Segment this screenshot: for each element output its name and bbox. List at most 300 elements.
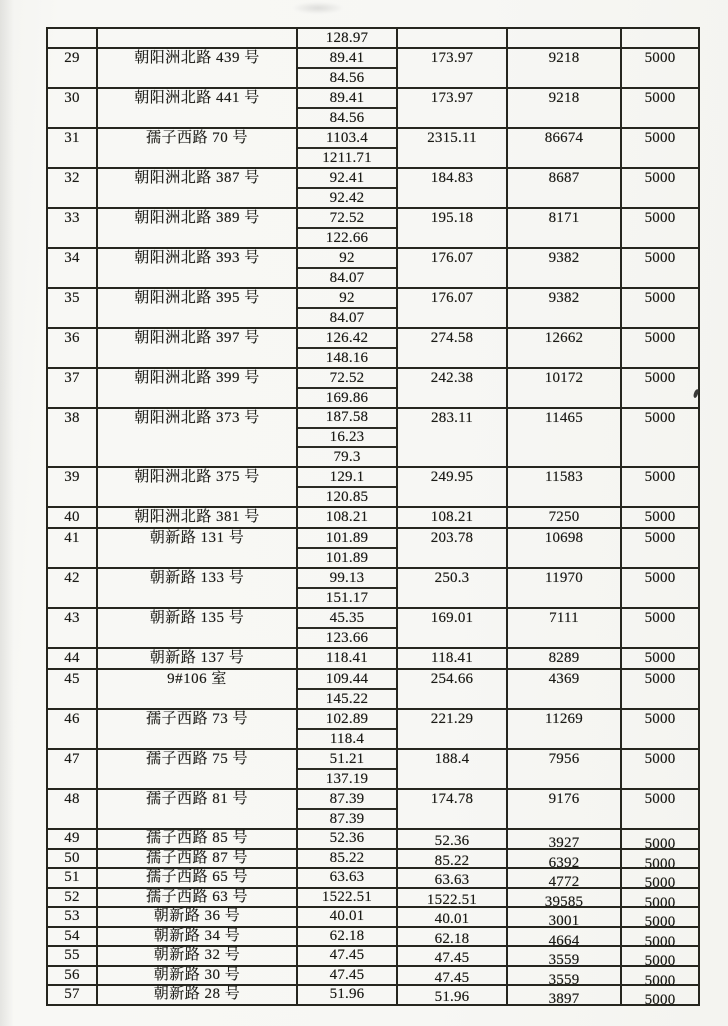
sub-area-value: 45.35: [298, 609, 396, 629]
total-area-text: 188.4: [434, 751, 470, 767]
cell-address: [98, 169, 298, 207]
amount-text: 9218: [548, 50, 580, 66]
cell-total-area: [398, 967, 508, 985]
sub-area-value: 51.96: [329, 986, 365, 1003]
amount-text: 86674: [544, 130, 584, 146]
cell-total-area: [398, 49, 508, 87]
table-row: [48, 529, 698, 569]
amount-text: 9382: [548, 290, 580, 306]
deposit-text: 5000: [644, 210, 676, 226]
amount-text: 4772: [548, 874, 580, 891]
cell-sub-areas: [298, 609, 398, 647]
sub-area-value: 87.39: [298, 790, 396, 810]
sub-area-value: 84.07: [329, 309, 365, 326]
row-number-text: 57: [64, 986, 80, 1003]
deposit-text: 5000: [644, 855, 676, 872]
cell-amount: [508, 468, 622, 506]
table-row: [48, 49, 698, 89]
total-area-text: 173.97: [430, 50, 474, 66]
sub-area-value: 137.19: [325, 770, 369, 787]
cell-address: [98, 289, 298, 327]
cell-total-area: [398, 790, 508, 828]
address-text: 孺子西路 63 号: [145, 888, 248, 905]
cell-deposit: [622, 750, 698, 788]
deposit-text: 5000: [644, 290, 676, 306]
row-number-text: 55: [64, 947, 80, 964]
deposit-text: 5000: [644, 370, 676, 386]
sub-area-value: 79.3: [333, 448, 361, 465]
cell-total-area: [398, 169, 508, 207]
cell-row-number: [48, 710, 98, 748]
cell-row-number: [48, 209, 98, 247]
amount-text: [508, 29, 620, 47]
cell-total-area: [398, 710, 508, 748]
address-text: 朝新路 135 号: [149, 610, 245, 626]
cell-deposit: [622, 670, 698, 708]
cell-row-number: [48, 89, 98, 127]
cell-sub-areas: [298, 129, 398, 167]
cell-sub-areas: [298, 29, 398, 47]
cell-sub-areas: [298, 750, 398, 788]
amount-text: 3559: [548, 952, 580, 969]
address-text: 朝新路 34 号: [153, 927, 241, 944]
cell-amount: [508, 790, 622, 828]
deposit-text: 5000: [644, 130, 676, 146]
cell-address: [98, 750, 298, 788]
sub-area-value: 62.18: [329, 927, 365, 944]
cell-address: [98, 508, 298, 527]
total-area-text: 40.01: [434, 911, 470, 928]
deposit-text: 5000: [644, 570, 676, 586]
amount-text: 11269: [545, 711, 583, 727]
cell-amount: [508, 249, 622, 287]
row-number-text: 49: [64, 830, 80, 847]
amount-text: 9176: [548, 791, 580, 807]
sub-area-value: 92: [298, 289, 396, 309]
cell-address: [98, 830, 298, 848]
address-text: 朝阳洲北路 387 号: [134, 170, 260, 186]
cell-row-number: [48, 129, 98, 167]
cell-row-number: [48, 29, 98, 47]
cell-address: [98, 89, 298, 127]
cell-total-area: [398, 209, 508, 247]
cell-address: [98, 889, 298, 907]
sub-area-value: 120.85: [325, 488, 369, 505]
row-number-text: 43: [64, 610, 80, 626]
total-area-text: 176.07: [430, 290, 474, 306]
amount-text: 3927: [548, 835, 580, 852]
address-text: 朝新路 131 号: [149, 530, 245, 546]
cell-amount: [508, 289, 622, 327]
cell-total-area: [398, 986, 508, 1004]
address-text: 朝阳洲北路 375 号: [134, 469, 260, 485]
address-text: 朝新路 36 号: [153, 908, 241, 925]
row-number-text: 53: [64, 908, 80, 925]
deposit-text: 5000: [644, 330, 676, 346]
total-area-text: 118.41: [431, 650, 473, 666]
sub-area-value: 47.45: [329, 966, 365, 983]
cell-address: [98, 670, 298, 708]
total-area-text: 176.07: [430, 250, 474, 266]
address-text: 朝新路 32 号: [153, 947, 241, 964]
cell-address: [98, 649, 298, 668]
sub-area-value: 16.23: [298, 429, 396, 449]
cell-sub-areas: [298, 928, 398, 946]
cell-amount: [508, 710, 622, 748]
cell-total-area: [398, 249, 508, 287]
cell-sub-areas: [298, 89, 398, 127]
deposit-text: 5000: [644, 972, 676, 989]
cell-deposit: [622, 569, 698, 607]
row-number-text: 48: [64, 791, 80, 807]
address-text: 孺子西路 87 号: [145, 849, 248, 866]
row-number-text: 39: [64, 469, 80, 485]
cell-deposit: [622, 89, 698, 127]
row-number-text: 38: [64, 410, 80, 426]
sub-area-value: 84.07: [329, 269, 365, 286]
cell-row-number: [48, 249, 98, 287]
row-number-text: 31: [64, 130, 80, 146]
sub-area-value: 84.56: [329, 69, 365, 86]
row-number-text: 56: [64, 966, 80, 983]
cell-address: [98, 869, 298, 887]
row-number-text: 52: [64, 888, 80, 905]
scan-smudge-artifact: [292, 2, 344, 14]
table-row: [48, 129, 698, 169]
cell-total-area: [398, 850, 508, 868]
cell-amount: [508, 750, 622, 788]
cell-total-area: [398, 609, 508, 647]
deposit-text: 5000: [644, 610, 676, 626]
sub-area-value: 92.41: [298, 169, 396, 189]
cell-address: [98, 369, 298, 407]
address-text: 朝阳洲北路 381 号: [134, 509, 260, 525]
cell-amount: [508, 830, 622, 852]
total-area-text: 47.45: [434, 950, 470, 967]
row-number-text: 54: [64, 927, 80, 944]
cell-total-area: [398, 569, 508, 607]
cell-row-number: [48, 928, 98, 946]
cell-row-number: [48, 369, 98, 407]
total-area-text: 254.66: [430, 671, 474, 687]
cell-sub-areas: [298, 369, 398, 407]
cell-amount: [508, 329, 622, 367]
cell-address: [98, 908, 298, 926]
sub-area-value: 47.45: [329, 947, 365, 964]
cell-sub-areas: [298, 49, 398, 87]
table-row: [48, 649, 698, 670]
sub-area-value: 1522.51: [321, 888, 373, 905]
cell-sub-areas: [298, 289, 398, 327]
address-text: 孺子西路 81 号: [145, 791, 248, 807]
total-area-text: 52.36: [434, 833, 470, 850]
address-text: 孺子西路 73 号: [145, 711, 248, 727]
amount-text: 39585: [544, 893, 584, 910]
total-area-text: [398, 29, 506, 47]
sub-area-value: 72.52: [298, 209, 396, 229]
amount-text: 3001: [548, 913, 580, 930]
deposit-text: 5000: [644, 671, 676, 687]
deposit-text: 5000: [644, 90, 676, 106]
cell-row-number: [48, 889, 98, 907]
address-text: 朝阳洲北路 397 号: [134, 330, 260, 346]
cell-total-area: [398, 928, 508, 946]
total-area-text: 63.63: [434, 872, 470, 889]
table-row: [48, 29, 698, 49]
cell-row-number: [48, 169, 98, 207]
cell-amount: [508, 649, 622, 668]
sub-area-value: 129.1: [298, 468, 396, 488]
address-text: 朝新路 28 号: [153, 986, 241, 1003]
row-number-text: 32: [64, 170, 80, 186]
cell-row-number: [48, 670, 98, 708]
total-area-text: 283.11: [431, 410, 473, 426]
cell-row-number: [48, 908, 98, 926]
total-area-text: 1522.51: [426, 891, 478, 908]
cell-address: [98, 329, 298, 367]
cell-address: [98, 790, 298, 828]
cell-address: [98, 947, 298, 965]
deposit-text: 5000: [644, 530, 676, 546]
total-area-text: 169.01: [430, 610, 474, 626]
sub-area-value: 84.56: [329, 109, 365, 126]
address-text: 孺子西路 85 号: [145, 830, 248, 847]
cell-sub-areas: [298, 649, 398, 668]
deposit-text: 5000: [644, 836, 676, 853]
cell-amount: [508, 209, 622, 247]
table-row: [48, 369, 698, 409]
cell-amount: [508, 369, 622, 407]
cell-total-area: [398, 129, 508, 167]
cell-row-number: [48, 468, 98, 506]
sub-area-value: 1211.71: [322, 149, 372, 166]
total-area-text: 173.97: [430, 90, 474, 106]
cell-sub-areas: [298, 468, 398, 506]
cell-sub-areas: [298, 850, 398, 868]
row-number-text: 29: [64, 50, 80, 66]
cell-sub-areas: [298, 249, 398, 287]
cell-amount: [508, 129, 622, 167]
cell-sub-areas: [298, 947, 398, 965]
cell-row-number: [48, 790, 98, 828]
amount-text: 3559: [548, 971, 580, 988]
cell-total-area: [398, 329, 508, 367]
table-row: [48, 329, 698, 369]
address-text: 朝阳洲北路 389 号: [134, 210, 260, 226]
cell-deposit: [622, 710, 698, 748]
deposit-text: 5000: [644, 250, 676, 266]
table-row: [48, 468, 698, 508]
cell-address: [98, 209, 298, 247]
cell-address: [98, 986, 298, 1004]
sub-area-value: 85.22: [329, 849, 365, 866]
cell-address: [98, 49, 298, 87]
cell-deposit: [622, 249, 698, 287]
data-table: [46, 27, 700, 1009]
address-text: 孺子西路 70 号: [145, 130, 248, 146]
sub-area-value: 145.22: [325, 690, 369, 707]
address-text: [98, 29, 296, 47]
total-area-text: 274.58: [430, 330, 474, 346]
cell-total-area: [398, 369, 508, 407]
amount-text: 9382: [548, 250, 580, 266]
total-area-text: 2315.11: [427, 130, 477, 146]
cell-row-number: [48, 947, 98, 965]
table-row: [48, 289, 698, 329]
deposit-text: 5000: [644, 953, 676, 970]
amount-text: 10172: [544, 370, 584, 386]
cell-total-area: [398, 908, 508, 926]
total-area-text: 221.29: [430, 711, 474, 727]
cell-address: [98, 850, 298, 868]
cell-amount: [508, 529, 622, 567]
amount-text: 6392: [548, 854, 580, 871]
cell-row-number: [48, 986, 98, 1004]
cell-sub-areas: [298, 169, 398, 207]
address-text: 朝新路 30 号: [153, 966, 241, 983]
deposit-text: 5000: [644, 509, 676, 525]
cell-amount: [508, 569, 622, 607]
address-text: 朝阳洲北路 439 号: [134, 50, 260, 66]
cell-amount: [508, 89, 622, 127]
sub-area-value: 40.01: [329, 908, 365, 925]
cell-row-number: [48, 830, 98, 848]
cell-total-area: [398, 750, 508, 788]
cell-sub-areas: [298, 830, 398, 848]
sub-area-value: 118.4: [329, 730, 365, 747]
cell-address: [98, 409, 298, 466]
cell-row-number: [48, 329, 98, 367]
cell-deposit: [622, 508, 698, 527]
cell-address: [98, 249, 298, 287]
sub-area-value: 51.21: [298, 750, 396, 770]
sub-area-value: 63.63: [329, 869, 365, 886]
row-number-text: 50: [64, 849, 80, 866]
row-number-text: 51: [64, 869, 80, 886]
table-row: [48, 609, 698, 649]
cell-row-number: [48, 569, 98, 607]
total-area-text: 108.21: [430, 509, 474, 525]
row-number-text: 45: [64, 671, 80, 687]
cell-total-area: [398, 670, 508, 708]
cell-deposit: [622, 529, 698, 567]
cell-address: [98, 529, 298, 567]
sub-area-value: 123.66: [325, 629, 369, 646]
cell-row-number: [48, 49, 98, 87]
cell-sub-areas: [298, 986, 398, 1004]
amount-text: 11465: [545, 410, 583, 426]
table-row: [48, 249, 698, 289]
cell-deposit: [622, 169, 698, 207]
total-area-text: 250.3: [434, 570, 470, 586]
address-text: 孺子西路 75 号: [145, 751, 248, 767]
sub-area-value: 169.86: [325, 389, 369, 406]
cell-sub-areas: [298, 869, 398, 887]
table-row: [48, 169, 698, 209]
row-number-text: 47: [64, 751, 80, 767]
address-text: 朝阳洲北路 399 号: [134, 370, 260, 386]
cell-row-number: [48, 869, 98, 887]
deposit-text: 5000: [644, 711, 676, 727]
cell-sub-areas: [298, 569, 398, 607]
cell-sub-areas: [298, 908, 398, 926]
deposit-text: 5000: [644, 650, 676, 666]
cell-row-number: [48, 609, 98, 647]
cell-deposit: [622, 369, 698, 407]
table-row: [48, 830, 698, 853]
cell-sub-areas: [298, 529, 398, 567]
address-text: 朝阳洲北路 395 号: [134, 290, 260, 306]
deposit-text: 5000: [644, 791, 676, 807]
cell-sub-areas: [298, 710, 398, 748]
sub-area-value: 99.13: [298, 569, 396, 589]
cell-amount: [508, 49, 622, 87]
cell-sub-areas: [298, 889, 398, 907]
total-area-text: 85.22: [434, 852, 470, 869]
cell-deposit: [622, 609, 698, 647]
cell-deposit: [622, 409, 698, 466]
cell-total-area: [398, 468, 508, 506]
cell-sub-areas: [298, 409, 398, 466]
sub-area-value: 101.89: [298, 529, 396, 549]
cell-row-number: [48, 409, 98, 466]
cell-amount: [508, 169, 622, 207]
row-number-text: 35: [64, 290, 80, 306]
cell-sub-areas: [298, 329, 398, 367]
row-number-text: 30: [64, 90, 80, 106]
cell-total-area: [398, 529, 508, 567]
cell-amount: [508, 670, 622, 708]
cell-deposit: [622, 29, 698, 47]
total-area-text: 242.38: [430, 370, 474, 386]
cell-address: [98, 29, 298, 47]
address-text: 朝新路 137 号: [149, 650, 245, 666]
table-row: [48, 750, 698, 790]
deposit-text: 5000: [644, 914, 676, 931]
total-area-text: 47.45: [434, 969, 470, 986]
sub-area-value: 109.44: [298, 670, 396, 690]
address-text: 朝阳洲北路 441 号: [134, 90, 260, 106]
amount-text: 7111: [549, 610, 579, 626]
amount-text: 4369: [548, 671, 580, 687]
sub-area-value: 126.42: [298, 329, 396, 349]
cell-total-area: [398, 649, 508, 668]
sub-area-value: 118.41: [326, 650, 368, 666]
cell-deposit: [622, 790, 698, 828]
row-number-text: 46: [64, 711, 80, 727]
cell-amount: [508, 409, 622, 466]
sub-area-value: 148.16: [325, 349, 369, 366]
sub-area-value: 122.66: [325, 229, 369, 246]
cell-row-number: [48, 508, 98, 527]
deposit-text: 5000: [644, 933, 676, 950]
cell-deposit: [622, 649, 698, 668]
cell-sub-areas: [298, 508, 398, 527]
row-number-text: 34: [64, 250, 80, 266]
address-text: 朝新路 133 号: [149, 570, 245, 586]
cell-total-area: [398, 947, 508, 965]
table-row: [48, 89, 698, 129]
sub-area-value: 1103.4: [298, 129, 396, 149]
cell-total-area: [398, 409, 508, 466]
total-area-text: 51.96: [434, 989, 470, 1006]
amount-text: 8687: [548, 170, 580, 186]
sub-area-value: 128.97: [325, 29, 369, 46]
table-row: [48, 670, 698, 710]
cell-amount: [508, 508, 622, 527]
cell-address: [98, 928, 298, 946]
sub-area-value: 102.89: [298, 710, 396, 730]
